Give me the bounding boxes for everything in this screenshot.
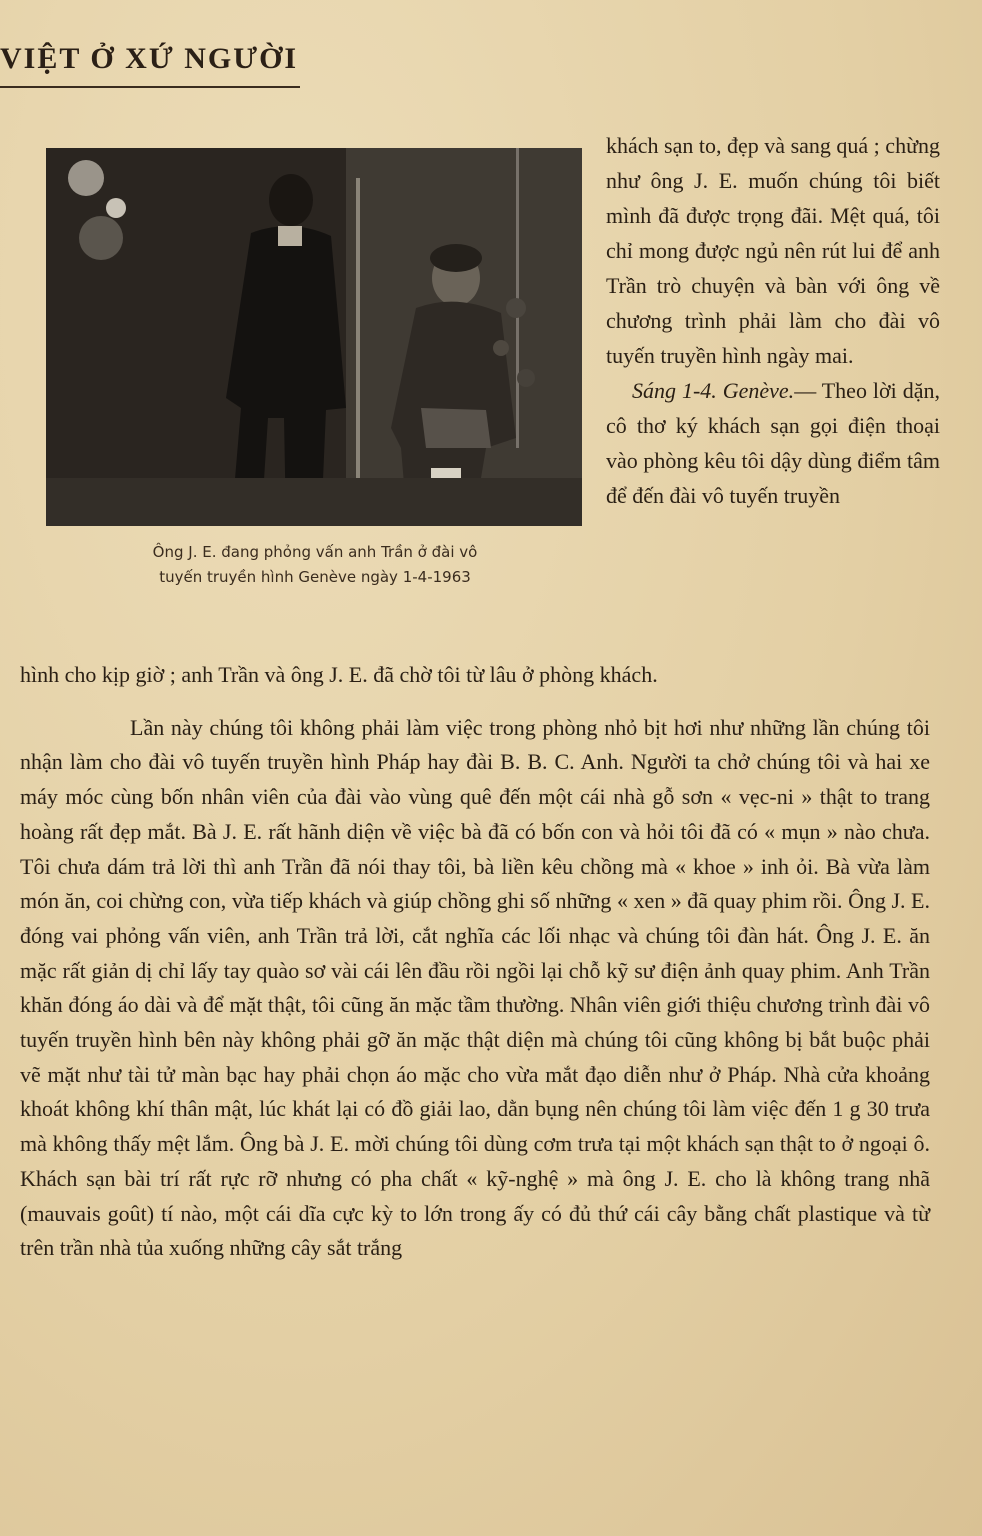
right-column [606, 128, 940, 513]
header-rule [0, 86, 300, 88]
paragraph-2-continued: hình cho kịp giờ ; anh Trần và ông J. E. đã chờ tôi từ lâu ở phòng khách. [20, 662, 658, 687]
photo-caption [40, 540, 590, 590]
paragraph-3: Lần này chúng tôi không phải làm việc trong phòng nhỏ bịt hơi như những lần chúng tôi nhận làm cho đài vô tuyến truyền hình Pháp hay đài B. B. C. Anh. Người ta chở chúng tôi và hai xe máy móc cùng bốn nhân viên của đài vào vùng quê đến một cái nhà gỗ sơn « vẹc-ni » thật to trang hoàng rất đẹp mắt. Bà J. E. rất hãnh diện về việc bà đã có bốn con và hỏi tôi đã có « mụn » nào chưa. Tôi chưa dám trả lời thì anh Trần đã nói thay tôi, bà liền kêu chồng mà « khoe » inh ỏi. Bà vừa làm món ăn, coi chừng con, vừa tiếp khách và giúp chồng ghi số những « xen » đã quay phim rồi. Ông J. E. đóng vai phỏng vấn viên, anh Trần trả lời, cắt nghĩa các lối nhạc và chúng tôi đàn hát. Ông J. E. ăn mặc rất giản dị chỉ lấy tay quào sơ vài cái lên đầu rồi ngồi lại chỗ kỹ sư điện ảnh quay phim. Anh Trần khăn đóng áo dài và để mặt thật, tôi cũng ăn mặc tầm thường. Nhân viên giới thiệu chương trình đài vô tuyến truyền hình bên này không phải gỡ ăn mặc thật diện mà chúng tôi cũng không bị bắt buộc phải vẽ mặt như tài tử màn bạc hay phải chọn áo mặc cho vừa mắt đạo diễn như ở Pháp. Nhà cửa khoảng khoát không khí thân mật, lúc khát lại có đồ giải lao, dằn bụng nên chúng tôi làm việc đến 1 g 30 trưa mà không thấy mệt lắm. Ông bà J. E. mời chúng tôi dùng cơm trưa tại một khách sạn thật to ở ngoại ô. Khách sạn bài trí rất rực rỡ nhưng có pha chất « kỹ-nghệ » mà ông J. E. cho là không trang nhã (mauvais goût) tí nào, một cái dĩa cực kỳ to lớn trong ấy có đủ thứ cái cây bằng chất plastique và từ trên trần nhà tủa xuống những cây sắt trắng [20, 714, 930, 1261]
interview-photo [46, 148, 582, 526]
dateline: Sáng 1-4. Genève. [632, 378, 795, 403]
caption-line-1: Ông J. E. đang phỏng vấn anh Trần ở đài vô [152, 543, 478, 561]
paragraph-2-start: — Theo lời dặn, cô thơ ký khách sạn gọi điện thoại vào phòng kêu tôi dậy dùng điểm tâm để đến đài vô tuyến truyền [606, 378, 940, 508]
body-text [20, 658, 930, 1266]
caption-line-2: tuyến truyền hình Genève ngày 1-4-1963 [159, 568, 471, 586]
right-column-paragraph-1: khách sạn to, đẹp và sang quá ; chừng như ông J. E. muốn chúng tôi biết mình đã được trọng đãi. Mệt quá, tôi chỉ mong được ngủ nên rút lui để anh Trần trò chuyện và bàn với ông về chương trình phải làm cho đài vô tuyến truyền hình ngày mai. [606, 133, 940, 368]
right-column-paragraph-2 [606, 373, 940, 513]
running-header: VIỆT Ở XỨ NGƯỜI [0, 42, 299, 75]
